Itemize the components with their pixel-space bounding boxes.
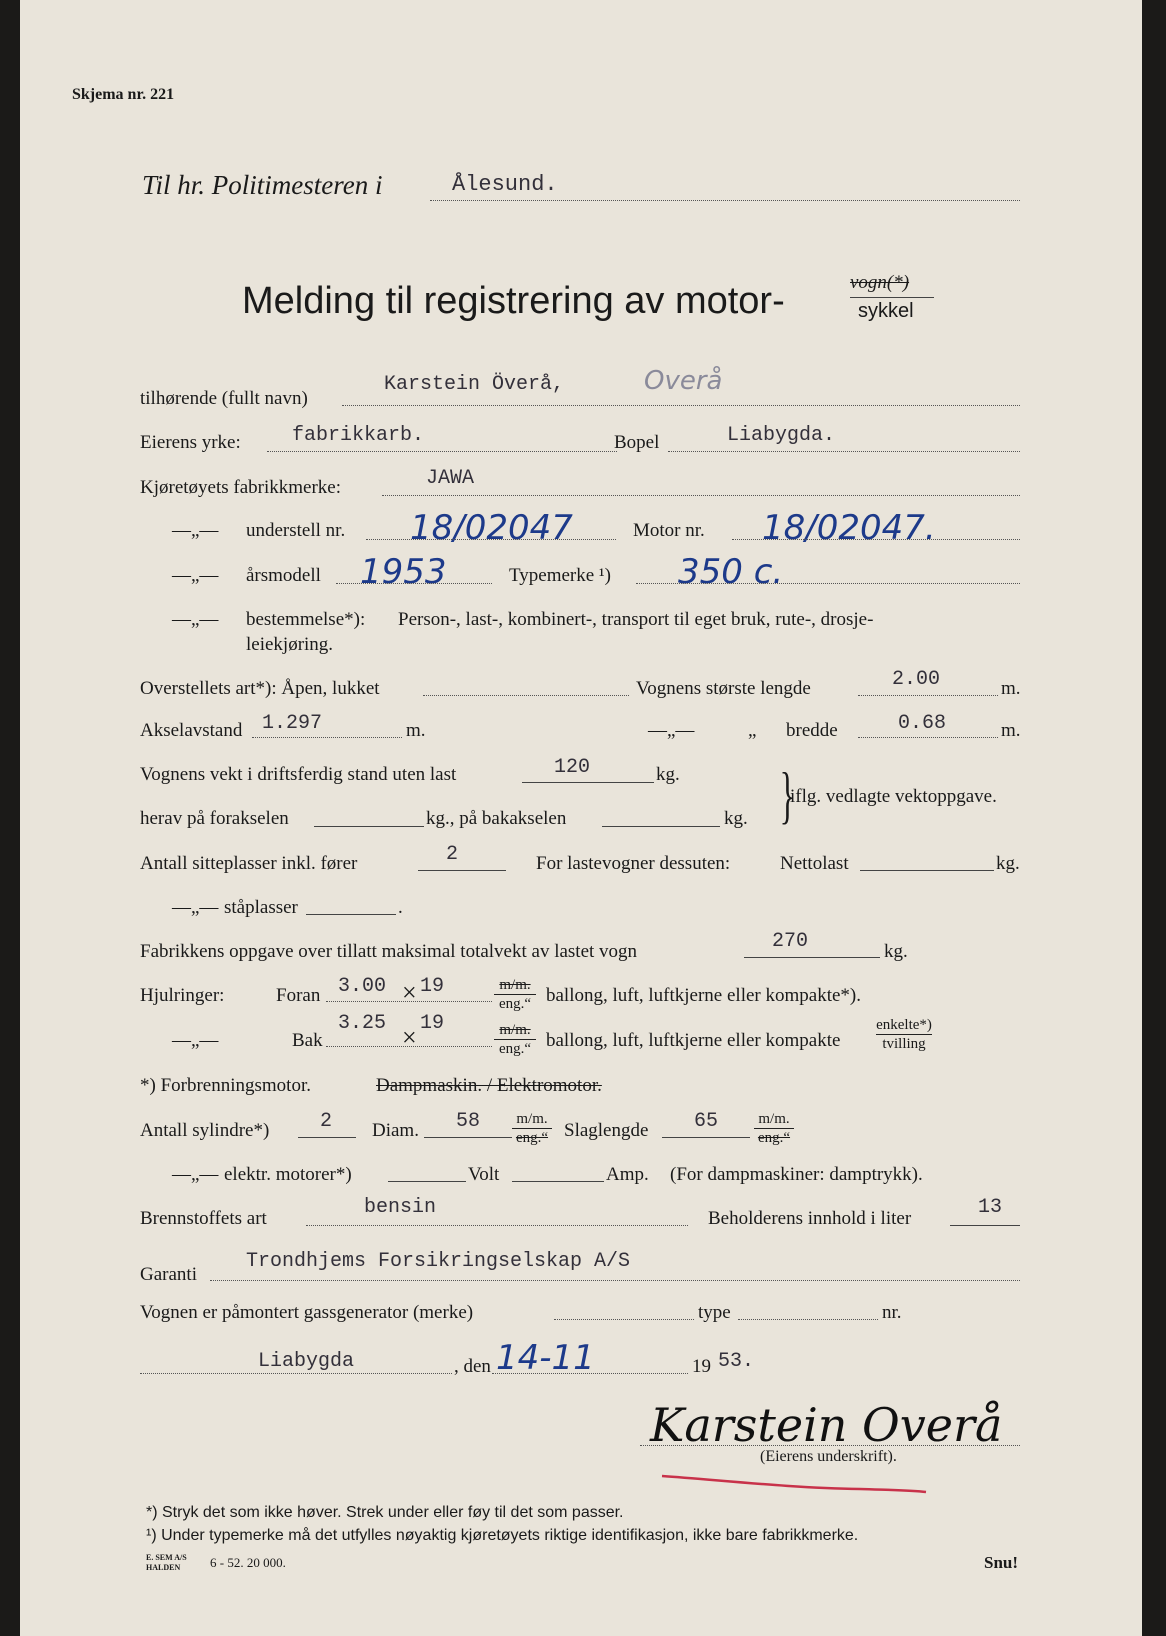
stroke-unit-mm: m/m. [754,1110,794,1129]
weight-unit: kg. [656,764,680,785]
diameter-value[interactable]: 58 [456,1110,481,1133]
tires-rear-width[interactable]: 3.25 [338,1012,387,1035]
standing-line [306,914,396,915]
tank-value[interactable]: 13 [978,1196,1003,1219]
gas-label: Vognen er påmontert gassgenerator (merke) [140,1302,474,1323]
volt-line [512,1181,604,1182]
steam-note: (For dampmaskiner: damptrykk). [670,1164,923,1185]
gas-make-line [554,1319,694,1320]
occupation-value[interactable]: fabrikkarb. [292,424,425,447]
model-label: årsmodell [246,565,321,586]
insurance-value[interactable]: Trondhjems Forsikringselskap A/S [246,1250,631,1273]
length-value[interactable]: 2.00 [892,668,941,691]
form-page [20,0,1142,1636]
make-line [382,495,1020,496]
purpose-label: bestemmelse*): [246,609,366,630]
residence-line [668,451,1020,452]
tires-front-unit-mm: m/m. [494,976,536,995]
front-axle-label: herav på forakselen [140,808,289,829]
tires-front-times: × [402,978,417,1007]
rear-axle-label: kg., på bakakselen [426,808,567,829]
make-label: Kjøretøyets fabrikkmerke: [140,477,342,498]
ditto-width: —„— [648,720,695,741]
amp-label: Amp. [606,1164,649,1185]
gas-type-label: type [698,1302,731,1323]
tires-front-unit [494,976,536,1013]
tires-front-unit-eng: eng.“ [498,996,532,1012]
motor-line [732,539,1020,540]
motor-value[interactable]: 18/02047. [762,508,936,548]
net-load-unit: kg. [996,853,1020,874]
weight-label: Vognens vekt i driftsferdig stand uten last [140,764,457,785]
net-load-line [860,870,994,871]
form-number: Skjema nr. 221 [72,86,175,103]
rim-single: enkelte*) [876,1017,932,1033]
cylinders-value[interactable]: 2 [320,1110,333,1133]
tank-label: Beholderens innhold i liter [708,1208,912,1229]
ditto-tires-rear: —„— [172,1030,219,1051]
residence-label: Bopel [614,432,660,453]
ditto-standing: —„— [172,897,219,918]
type-line [636,583,1020,584]
title-fraction-bar [850,297,934,298]
residence-value[interactable]: Liabygda. [727,424,836,447]
rim-twin: tvilling [882,1036,926,1052]
signature-line [640,1445,1020,1446]
signature-label: (Eierens underskrift). [760,1448,897,1465]
electric-label: elektr. motorer*) [224,1164,352,1185]
chassis-value[interactable]: 18/02047 [410,508,573,548]
address-place: Ålesund. [452,172,558,197]
date-place[interactable]: Liabygda [258,1350,355,1373]
date-den: , den [454,1356,491,1377]
owner-name[interactable]: Karstein Överå, [384,373,565,396]
volt-label: Volt [468,1164,500,1185]
title-option-vogn: vogn(*) [850,272,910,293]
turn-over-note: Snu! [984,1553,1019,1572]
fuel-label: Brennstoffets art [140,1208,267,1229]
gas-type-line [738,1319,878,1320]
tires-front-label: Foran [276,985,321,1006]
insurance-line [210,1280,1020,1281]
owner-line [342,405,1020,406]
length-unit: m. [1001,678,1021,699]
tires-rear-unit-eng: eng.“ [498,1041,532,1057]
tires-label: Hjulringer: [140,985,225,1006]
stroke-unit-eng: eng.“ [757,1130,791,1146]
date-place-line [140,1373,452,1374]
tires-rear-unit-mm: m/m. [494,1021,536,1040]
ditto-chassis: —„— [172,520,219,541]
seats-value[interactable]: 2 [446,843,459,866]
footnote-2: ¹) Under typemerke må det utfylles nøyaktig kjøretøyets riktige identifikasjon, ikke bare fabrikkmerke. [146,1527,859,1544]
red-pencil-mark [660,1470,930,1494]
printer-code: 6 - 52. 20 000. [210,1555,286,1570]
gas-nr-label: nr. [882,1302,902,1323]
purpose-options-cont: leiekjøring. [246,634,334,655]
weight-line [522,782,654,783]
cargo-label: For lastevogner dessuten: [536,853,731,874]
axle-line [252,737,402,738]
model-value[interactable]: 1953 [360,552,447,592]
fuel-line [306,1225,688,1226]
diameter-line [424,1137,512,1138]
tires-front-width[interactable]: 3.00 [338,975,387,998]
tires-rim-option [876,1016,932,1053]
stroke-line [662,1137,750,1138]
motor-label: Motor nr. [633,520,705,541]
tires-front-diameter[interactable]: 19 [420,975,445,998]
diameter-label: Diam. [372,1120,419,1141]
max-weight-value[interactable]: 270 [772,930,809,953]
fuel-value[interactable]: bensin [364,1196,437,1219]
tires-rear-line [326,1046,492,1047]
occupation-line [267,451,617,452]
max-weight-unit: kg. [884,941,908,962]
standing-period: . [398,897,403,918]
title-option-sykkel: sykkel [858,300,914,322]
rear-axle-line [602,826,720,827]
owner-label: tilhørende (fullt navn) [140,388,308,409]
footnote-1: *) Stryk det som ikke høver. Strek under eller føy til det som passer. [146,1504,624,1521]
rear-axle-unit: kg. [724,808,748,829]
body-label: Overstellets art*): Åpen, lukket [140,678,380,699]
tires-front-types: ballong, luft, luftkjerne eller kompakte*). [546,985,861,1006]
tires-rear-times: × [402,1023,417,1052]
electric-line [388,1181,466,1182]
tires-rear-diameter[interactable]: 19 [420,1012,445,1035]
cylinders-line [298,1137,356,1138]
ditto-purpose: —„— [172,609,219,630]
length-line [858,695,998,696]
diameter-unit-mm: m/m. [512,1110,552,1129]
address-line [430,200,1020,201]
chassis-label: understell nr. [246,520,346,541]
weight-brace: } [779,759,796,830]
type-value[interactable]: 350 c. [678,552,784,592]
date-year[interactable]: 53. [718,1350,755,1373]
stroke-value[interactable]: 65 [694,1110,719,1133]
ditto-electric: —„— [172,1164,219,1185]
cylinders-label: Antall sylindre*) [140,1120,270,1141]
width-ditto-mark: „ [748,720,757,741]
printer-city: HALDEN [146,1563,181,1572]
engine-label: *) Forbrenningsmotor. [140,1075,311,1096]
tank-line [950,1225,1020,1226]
front-axle-line [314,826,424,827]
date-day[interactable]: 14-11 [496,1338,595,1378]
owner-signature: Karstein Overå [650,1398,1003,1452]
form-title: Melding til registrering av motor- [242,280,785,322]
ditto-model: —„— [172,565,219,586]
axle-label: Akselavstand [140,720,243,741]
insurance-label: Garanti [140,1264,197,1285]
max-weight-label: Fabrikkens oppgave over tillatt maksimal totalvekt av lastet vogn [140,941,638,962]
length-label: Vognens største lengde [636,678,811,699]
body-line [423,695,629,696]
make-value[interactable]: JAWA [426,467,475,490]
owner-annotation: Overå [644,366,723,396]
tires-rear-types: ballong, luft, luftkjerne eller kompakte [546,1030,841,1051]
printer-name: E. SEM A/S [146,1553,187,1562]
seats-label: Antall sitteplasser inkl. fører [140,853,358,874]
axle-unit: m. [406,720,426,741]
stroke-label: Slaglengde [564,1120,649,1141]
chassis-line [366,539,616,540]
stroke-unit [754,1110,794,1147]
axle-value[interactable]: 1.297 [262,712,323,735]
tires-rear-unit [494,1021,536,1058]
date-day-line [492,1373,688,1374]
diameter-unit-eng: eng.“ [515,1130,549,1146]
width-value[interactable]: 0.68 [898,712,947,735]
type-label: Typemerke ¹) [509,565,611,586]
tires-front-line [326,1001,492,1002]
seats-line [418,870,506,871]
diameter-unit [512,1110,552,1147]
purpose-options: Person-, last-, kombinert-, transport til eget bruk, rute-, drosje- [398,609,874,630]
address-prefix: Til hr. Politimesteren i [142,170,383,200]
width-label: bredde [786,720,838,741]
standing-label: ståplasser [224,897,298,918]
date-century: 19 [692,1356,711,1377]
width-line [858,737,998,738]
model-line [336,583,492,584]
tires-rear-label: Bak [292,1030,323,1051]
weight-note: iflg. vedlagte vektoppgave. [790,786,997,807]
occupation-label: Eierens yrke: [140,432,241,453]
width-unit: m. [1001,720,1021,741]
max-weight-line [744,957,880,958]
net-load-label: Nettolast [780,853,849,874]
weight-value[interactable]: 120 [554,756,591,779]
engine-struck-options: Dampmaskin. / Elektromotor. [376,1075,602,1096]
